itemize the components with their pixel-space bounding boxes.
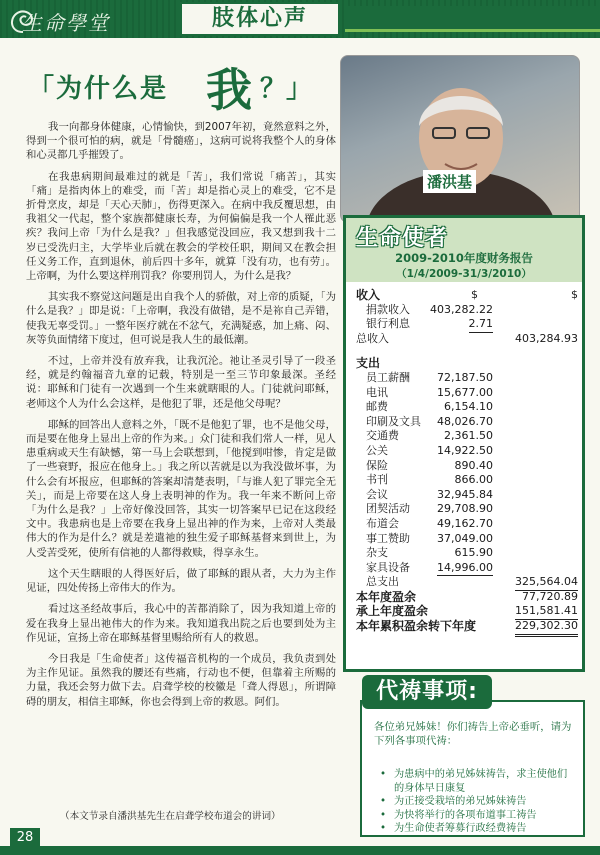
expense-row — [356, 473, 578, 488]
carry-row — [356, 619, 578, 634]
paragraph: 耶稣的回答出人意料之外，「既不是他犯了罪，也不是他父母，而是要在他身上显出上帝的作为来。」众门徒和我们常人一样，见人患重病或天生有缺憾，第一马上会联想到，「他搅到咁惨，肯定是做了一些衰野，报应在他身上。」我之所以苦就是以为我没做坏事，为什么会有坏报应，但耶稣的答案却清楚表明，「与谁人犯了罪完全无关」，而是上帝要在这人身上表明神的作为。我一年来不断问上帝「为什么是我？」上帝好像没回答，其实一切答案早已记在这段经文中。我患病也是上帝要在我身上显出神的作为来，上帝对人类最伟大的作为是什么？就是差遣祂的独生爱子耶稣基督来到世上，为人受苦受死，使所有信祂的人都得救赎，得享永生。 — [26, 418, 336, 559]
expense-item-amount: 37,049.00 — [437, 531, 493, 545]
footer-bar — [0, 846, 600, 855]
title-big-char: 我 — [206, 63, 252, 117]
header-right-band — [345, 6, 600, 32]
expense-item-amount: 890.40 — [454, 458, 493, 472]
prayer-item: • 为快将举行的各项布道事工祷告 — [394, 809, 575, 823]
expense-item-label: 电讯 — [366, 385, 388, 399]
income-row — [356, 317, 578, 332]
paragraph: 这个天生瞎眼的人得医好后，做了耶稣的跟从者，大力为主作见证，四处传扬上帝伟大的作为。 — [26, 567, 336, 595]
paragraph: 看过这圣经故事后，我心中的苦都消除了，因为我知道上帝的爱在我身上显出祂伟大的作为来。我知道我出院之后也要到处为主作见证，宣扬上帝在耶稣基督里赐给所有人的救恩。 — [26, 603, 336, 644]
expense-row — [356, 444, 578, 459]
prayer-title: 代祷事项: — [362, 675, 492, 709]
expense-item-amount: 866.00 — [454, 473, 493, 487]
finance-report — [343, 215, 585, 672]
expense-label: 支出 — [356, 356, 381, 371]
expense-row — [356, 561, 578, 576]
expense-item-amount: 15,677.00 — [437, 385, 493, 399]
expense-item-amount: 48,026.70 — [437, 414, 493, 428]
finance-header — [346, 218, 582, 282]
expense-item-amount: 72,187.50 — [437, 370, 493, 384]
expense-row — [356, 546, 578, 561]
expense-item-label: 交通费 — [366, 429, 399, 443]
income-item-amount: 403,282.22 — [430, 302, 493, 316]
section-label-text: 肢体心声 — [211, 6, 308, 31]
currency-b: $ — [571, 288, 578, 301]
finance-date: （1/4/2009-31/3/2010） — [396, 268, 532, 280]
expense-item-amount: 32,945.84 — [437, 487, 493, 501]
surplus-label: 本年度盈余 — [356, 589, 417, 604]
expense-item-label: 书刊 — [366, 473, 388, 487]
expense-row — [356, 517, 578, 532]
prayer-item: • 为患病中的弟兄姊妹祷告，求主使他们的身体早日康复 — [394, 768, 575, 795]
logo-text: 生命學堂 — [22, 11, 110, 35]
expense-item-label: 保险 — [366, 458, 388, 472]
photo-caption: 潘洪基 — [423, 170, 476, 193]
expense-total-label: 总支出 — [366, 575, 399, 589]
income-item-label: 捐款收入 — [366, 302, 410, 316]
article-body — [26, 120, 336, 716]
expense-item-label: 公关 — [366, 443, 388, 457]
income-row — [356, 303, 578, 318]
income-total-row — [356, 332, 578, 347]
carry-amount: 229,302.30 — [515, 619, 578, 637]
income-total-amount: 403,284.93 — [515, 331, 578, 345]
expense-item-amount: 615.90 — [454, 546, 493, 560]
expense-item-amount: 14,996.00 — [437, 561, 493, 577]
expense-row — [356, 415, 578, 430]
expense-row — [356, 400, 578, 415]
title-part2: ？」 — [260, 74, 313, 104]
paragraph: 我一向都身体健康，心情愉快，到2007年初，竟然意料之外，得到一个很可怕的病，就是「骨髓癌」，这病可说将我整个人的身体和心灵都几乎摧毁了。 — [26, 121, 336, 162]
page-number: 28 — [10, 828, 40, 848]
income-total-label: 总收入 — [356, 331, 389, 345]
prev-surplus-label: 承上年度盈余 — [356, 604, 429, 619]
expense-row — [356, 459, 578, 474]
paragraph: 其实我不察觉这问题是出自我个人的骄傲，对上帝的质疑，「为什么是我？」即是说：「上帝啊，我没有做错，是不是祢自己弄错，使我无辜受罚。」一整年医疗就在不忿气，充满疑惑，加上痛、闷、灰等负面情绪下度过，但可说是我人生的最低潮。 — [26, 291, 336, 346]
expense-item-label: 印刷及文具 — [366, 414, 421, 428]
paragraph: 今日我是「生命使者」这传福音机构的一个成员，我负责到处为主作见证。虽然我的腰还有些痛，行动也不便，但靠着主所赐的力量，我还会努力做下去。启聋学校的校徽是「聋人得恩」，所谓障碍的朋友，相信主耶稣，你也会得到上帝的救恩。阿们。 — [26, 652, 336, 708]
expense-row — [356, 429, 578, 444]
section-label — [180, 2, 340, 36]
prayer-item: • 为正接受栽培的弟兄姊妹祷告 — [394, 795, 575, 809]
expense-row — [356, 371, 578, 386]
expense-total-amount: 325,564.04 — [515, 575, 578, 591]
finance-title: 生命使者 — [356, 226, 449, 251]
expense-total-row — [356, 575, 578, 590]
prayer-box — [360, 700, 585, 837]
article-title — [28, 58, 348, 118]
expense-item-label: 家具设备 — [366, 560, 410, 574]
expense-item-label: 团契活动 — [366, 502, 410, 516]
prev-surplus-amount: 151,581.41 — [515, 604, 578, 620]
expense-item-label: 布道会 — [366, 516, 399, 530]
expense-row — [356, 488, 578, 503]
logo — [4, 3, 174, 35]
header-bar — [0, 0, 600, 38]
prev-surplus-row — [356, 604, 578, 619]
expense-row — [356, 386, 578, 401]
currency-a: $ — [471, 288, 478, 301]
paragraph: 在我患病期间最难过的就是「苦」，我们常说「痛苦」，其实「痛」是指肉体上的难受，而「苦」却是指心灵上的难受，它不是折骨烹皮，却是「天心天肺」，伤得更深入。在病中我反覆思想，由我祖父一代起，整个家族都健康长寿，为何偏偏是我一个人罹此恶疾？我问上帝「为什么是我？」但我感觉没回应，我又想到我十二岁已受洗归主，大学毕业后就在教会的学校任职，期间又在教会担任义务工作，直到退休，前后四十多年，就算「没有功，也有劳」。上帝啊，为什么要这样刑罚我？你要刑罚人，为什么是我？ — [26, 170, 336, 283]
paragraph: 不过，上帝并没有放弃我，让我沉沦。祂让圣灵引导了一段圣经，就是约翰福音九章的记载，特别是一至三节印象最深。圣经说：耶稣和门徒有一次遇到一个生来就瞎眼的人。门徒就问耶稣，老师这个人为什么会这样，是他犯了罪，还是他父母呢？ — [26, 355, 336, 410]
expense-item-label: 员工薪酬 — [366, 370, 410, 384]
expense-header-row — [356, 356, 578, 371]
expense-item-amount: 29,708.90 — [437, 502, 493, 516]
expense-item-label: 杂支 — [366, 546, 388, 560]
expense-item-amount: 49,162.70 — [437, 516, 493, 530]
portrait-image — [341, 56, 580, 223]
expense-item-amount: 2,361.50 — [444, 429, 493, 443]
carry-label: 本年累积盈余转下年度 — [356, 619, 477, 634]
income-header-row — [356, 288, 578, 303]
surplus-amount: 77,720.89 — [522, 589, 578, 603]
prayer-list — [374, 768, 575, 836]
expense-row — [356, 532, 578, 547]
expense-row — [356, 502, 578, 517]
prayer-intro: 各位弟兄姊妹！你们祷告上帝必垂听，请为下列各事项代祷： — [374, 721, 572, 747]
expense-item-amount: 14,922.50 — [437, 443, 493, 457]
surplus-row — [356, 590, 578, 605]
author-photo — [340, 55, 580, 223]
income-item-amount: 2.71 — [469, 317, 494, 333]
finance-subtitle: 2009-2010年度财务报告 — [395, 251, 533, 265]
expense-item-label: 会议 — [366, 487, 388, 501]
source-note: （本文节录自潘洪基先生在启聋学校布道会的讲词） — [60, 811, 281, 822]
finance-rows — [356, 288, 578, 634]
spacer — [356, 346, 578, 356]
title-part1: 「为什么是 — [28, 74, 169, 104]
expense-item-label: 邮费 — [366, 400, 388, 414]
expense-item-amount: 6,154.10 — [444, 400, 493, 414]
prayer-item: • 为生命使者筹募行政经费祷告 — [394, 822, 575, 836]
income-label: 收入 — [356, 288, 381, 302]
expense-item-label: 事工赞助 — [366, 531, 410, 545]
income-item-label: 银行利息 — [366, 317, 410, 331]
